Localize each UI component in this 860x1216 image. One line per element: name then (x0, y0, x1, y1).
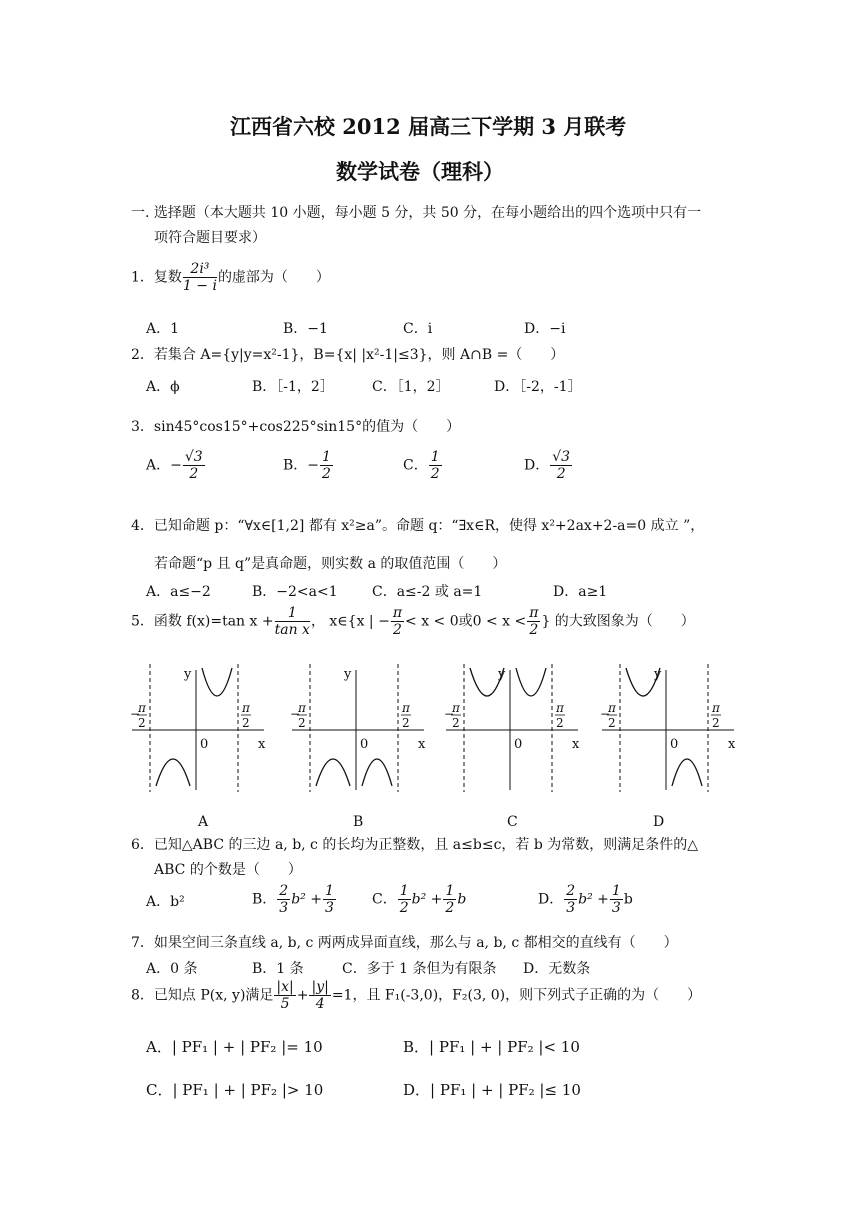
neg-pi-num: π (452, 701, 460, 715)
q6-option-d[interactable]: D． $\frac{2}{3}$ b² + $\frac{1}{3}$ b (538, 883, 633, 916)
x-axis-label: x (728, 737, 736, 752)
q2-option-a[interactable]: A．ϕ (146, 379, 180, 395)
q8-option-b[interactable]: B．| PF₁ | + | PF₂ |< 10 (403, 1038, 580, 1056)
pos-pi-num: π (242, 701, 250, 715)
pos-pi-num: π (712, 701, 720, 715)
q5-stem: 5．函数 f(x)=tan x + $\frac{1}{\text{tan x}}$ ， x∈{x | − $\frac{\pi}{2}$ < x < 0或0 < x < $\frac{\pi}{2}$ } 的大致图象为（ ） (131, 605, 695, 638)
section-heading: 一. 选择题（本大题共 10 小题，每小题 5 分，共 50 分，在每小题给出的四个选项中只有一 (131, 205, 702, 221)
q8-stem: 8．已知点 P(x, y)满足 $\frac{|x|}{5}$ + $\frac{|y|}{4}$ =1，且 F₁(-3,0)，F₂(3, 0)，则下列式子正确的为（ ） (131, 979, 702, 1012)
neg-pi-den: 2 (452, 716, 460, 730)
graph-b[interactable] (288, 662, 428, 794)
q4-stem-cont: 若命题“p 且 q”是真命题，则实数 a 的取值范围（ ） (154, 556, 507, 572)
q7-option-c[interactable]: C．多于 1 条但为有限条 (342, 961, 497, 977)
graph-label-b: B (353, 814, 364, 830)
q7-option-b[interactable]: B．1 条 (252, 961, 304, 977)
neg-pi-num: π (138, 701, 146, 715)
page-title: 江西省六校 2012 届高三下学期 3 月联考 (230, 114, 627, 139)
q2-option-b[interactable]: B．［-1，2］ (252, 379, 334, 395)
curve-right-up (202, 668, 232, 696)
q1-option-c[interactable]: C．i (403, 321, 433, 337)
q8-option-a[interactable]: A．| PF₁ | + | PF₂ |= 10 (146, 1038, 323, 1056)
q6-option-a[interactable]: A．b² (146, 894, 185, 910)
q7-option-d[interactable]: D．无数条 (523, 961, 591, 977)
pos-pi-den: 2 (242, 716, 250, 730)
origin-label: 0 (360, 737, 369, 752)
neg-pi-den: 2 (298, 716, 306, 730)
curve-right-up (516, 668, 546, 696)
q6-option-c[interactable]: C． $\frac{1}{2}$ b² + $\frac{1}{2}$ b (372, 883, 467, 916)
pos-pi-den: 2 (712, 716, 720, 730)
y-axis-label: y (344, 667, 352, 682)
neg-pi-den: 2 (138, 716, 146, 730)
q2-stem: 2．若集合 A={y|y=x²-1}，B={x| |x²-1|≤3}，则 A∩B =（ ） (131, 347, 565, 363)
q4-stem: 4．已知命题 p：“∀x∈[1,2] 都有 x²≥a”。命题 q：“∃x∈R，使得 x²+2ax+2-a=0 成立 ”， (131, 518, 705, 534)
y-axis-label: y (498, 667, 506, 682)
graph-label-a: A (198, 814, 209, 830)
pos-pi-den: 2 (556, 716, 564, 730)
y-axis-label: y (654, 667, 662, 682)
q7-option-a[interactable]: A．0 条 (146, 961, 198, 977)
graph-label-c: C (507, 814, 518, 830)
q2-option-d[interactable]: D．［-2，-1］ (494, 379, 582, 395)
graph-c[interactable] (442, 662, 582, 794)
q1-option-b[interactable]: B．−1 (283, 321, 328, 337)
curve-left-down (316, 759, 350, 786)
neg-pi-num: π (608, 701, 616, 715)
pos-pi-num: π (556, 701, 564, 715)
neg-pi-num: π (298, 701, 306, 715)
pos-pi-num: π (402, 701, 410, 715)
curve-right-down (672, 759, 702, 786)
curve-right-down (362, 759, 392, 786)
q7-stem: 7．如果空间三条直线 a, b, c 两两成异面直线，那么与 a, b, c 都相交的直线有（ ） (131, 935, 678, 951)
origin-label: 0 (670, 737, 679, 752)
origin-label: 0 (200, 737, 209, 752)
x-axis-label: x (418, 737, 426, 752)
q3-option-d[interactable]: D． $\frac{√3}{2}$ (524, 449, 571, 482)
q8-option-c[interactable]: C．| PF₁ | + | PF₂ |> 10 (146, 1081, 324, 1099)
graph-d[interactable] (598, 662, 738, 794)
neg-sign: − (130, 707, 141, 721)
q4-option-d[interactable]: D．a≥1 (553, 584, 608, 600)
q2-option-c[interactable]: C．［1，2］ (372, 379, 450, 395)
neg-sign: − (290, 707, 301, 721)
q6-stem: 6．已知△ABC 的三边 a, b, c 的长均为正整数，且 a≤b≤c，若 b 为常数，则满足条件的△ (131, 837, 699, 853)
origin-label: 0 (514, 737, 523, 752)
q8-option-d[interactable]: D．| PF₁ | + | PF₂ |≤ 10 (403, 1081, 581, 1099)
q6-stem-cont: ABC 的个数是（ ） (154, 862, 302, 878)
neg-pi-den: 2 (608, 716, 616, 730)
x-axis-label: x (572, 737, 580, 752)
q4-option-c[interactable]: C．a≤-2 或 a=1 (372, 584, 483, 600)
neg-sign: − (444, 707, 455, 721)
q4-option-a[interactable]: A．a≤−2 (146, 584, 211, 600)
page-subtitle: 数学试卷（理科） (336, 159, 504, 184)
q1-option-a[interactable]: A．1 (146, 321, 180, 337)
curve-left-down (156, 759, 190, 786)
q4-option-b[interactable]: B．−2<a<1 (252, 584, 338, 600)
graph-a[interactable] (128, 662, 268, 794)
pos-pi-den: 2 (402, 716, 410, 730)
q3-option-b[interactable]: B．− $\frac{1}{2}$ (283, 449, 331, 482)
q3-option-a[interactable]: A．− $\frac{√3}{2}$ (146, 449, 203, 482)
q1-option-d[interactable]: D．−i (524, 321, 566, 337)
graph-label-d: D (653, 814, 665, 830)
q1-stem: 1．复数 $\frac{\text{2i³}}{1 - i}$ 的虚部为（ ） (131, 261, 330, 294)
neg-sign: − (600, 707, 611, 721)
x-axis-label: x (258, 737, 266, 752)
y-axis-label: y (184, 667, 192, 682)
q3-option-c[interactable]: C． $\frac{1}{2}$ (403, 449, 440, 482)
section-heading-cont: 项符合题目要求） (154, 230, 266, 246)
q3-stem: 3．sin45°cos15°+cos225°sin15°的值为（ ） (131, 419, 461, 435)
q6-option-b[interactable]: B． $\frac{2}{3}$ b² + $\frac{1}{3}$ (252, 883, 334, 916)
